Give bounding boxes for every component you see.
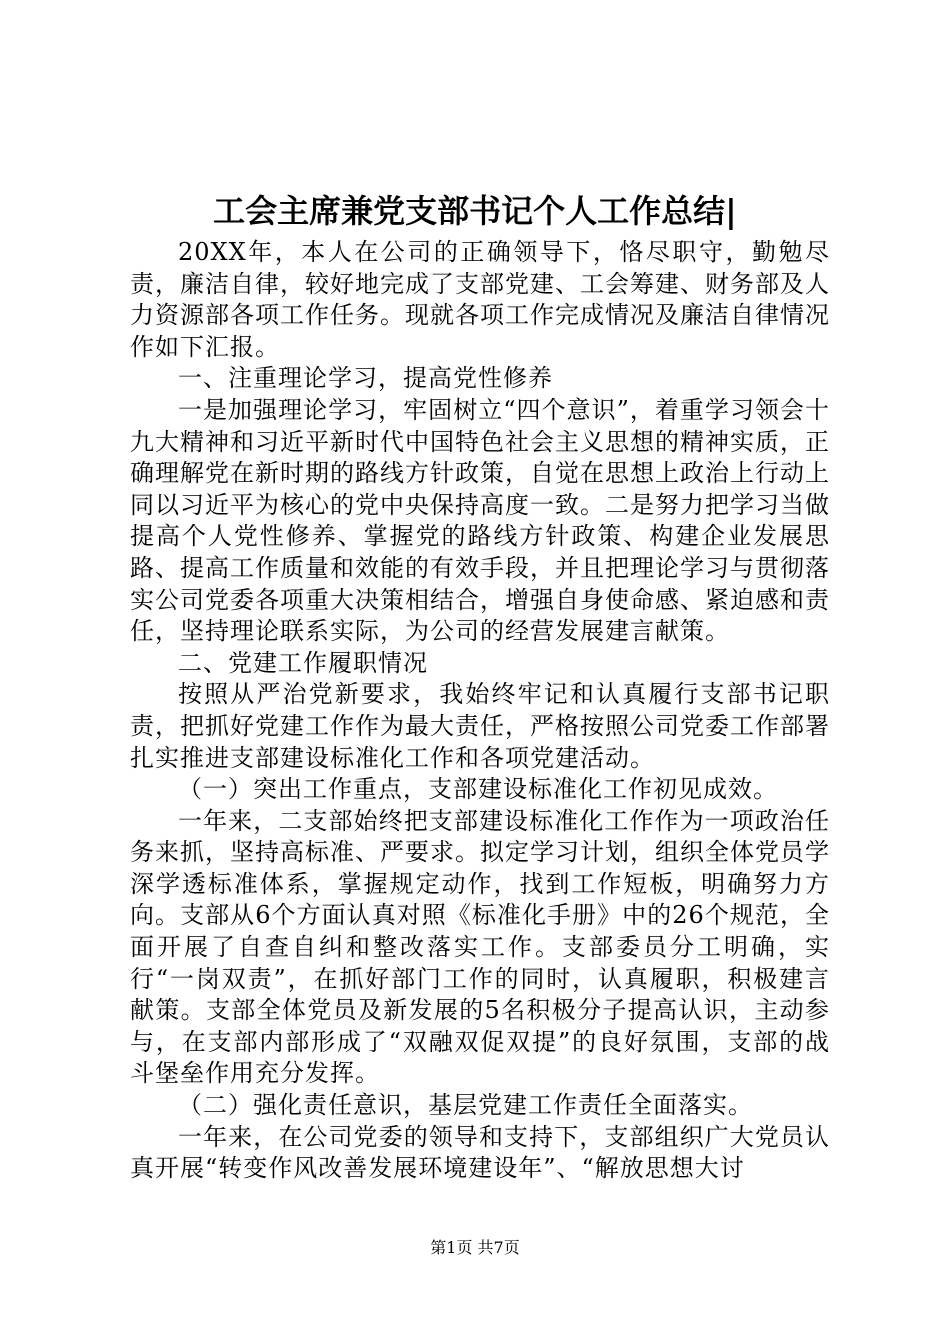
subsection-heading-1: （一）突出工作重点，支部建设标准化工作初见成效。 [178, 775, 778, 804]
subsection-heading-2: （二）强化责任意识，基层党建工作责任全面落实。 [178, 1091, 753, 1120]
paragraph-responsibility: 一年来，在公司党委的领导和支持下，支部组织广大党员认真开展“转变作风改善发展环境建设年”、“解放思想大讨 [130, 1122, 830, 1183]
paragraph-party-duties: 按照从严治党新要求，我始终牢记和认真履行支部书记职责，把抓好党建工作作为最大责任，严格按照公司党委工作部署扎实推进支部建设标准化工作和各项党建活动。 [130, 680, 830, 772]
document-title: 工会主席兼党支部书记个人工作总结| [213, 192, 737, 230]
paragraph-intro: 20XX年，本人在公司的正确领导下，恪尽职守，勤勉尽责，廉洁自律，较好地完成了支部党建、工会筹建、财务部及人力资源部各项工作任务。现就各项工作完成情况及廉洁自律情况作如下汇报。 [130, 238, 830, 361]
paragraph-theory-study: 一是加强理论学习，牢固树立“四个意识”，着重学习领会十九大精神和习近平新时代中国特色社会主义思想的精神实质，正确理解党在新时期的路线方针政策，自觉在思想上政治上行动上同以习近平为核心的党中央保持高度一致。二是努力把学习当做提高个人党性修养、掌握党的路线方针政策、构建企业发展思路、提高工作质量和效能的有效手段，并且把理论学习与贯彻落实公司党委各项重大决策相结合，增强自身使命感、紧迫感和责任，坚持理论联系实际，为公司的经营发展建言献策。 [130, 395, 830, 646]
section-heading-2: 二、党建工作履职情况 [178, 648, 428, 677]
page-number-footer: 第1页 共7页 [430, 1238, 520, 1257]
section-heading-1: 一、注重理论学习，提高党性修养 [178, 364, 553, 393]
document-body [130, 237, 830, 1185]
paragraph-standardization: 一年来，二支部始终把支部建设标准化工作作为一项政治任务来抓，坚持高标准、严要求。拟定学习计划，组织全体党员学深学透标准体系，掌握规定动作，找到工作短板，明确努力方向。支部从6个方面认真对照《标准化手册》中的26个规范，全面开展了自查自纠和整改落实工作。支部委员分工明确，实行“一岗双责”，在抓好部门工作的同时，认真履职，积极建言献策。支部全体党员及新发展的5名积极分子提高认识，主动参与，在支部内部形成了“双融双促双提”的良好氛围，支部的战斗堡垒作用充分发挥。 [130, 806, 830, 1088]
